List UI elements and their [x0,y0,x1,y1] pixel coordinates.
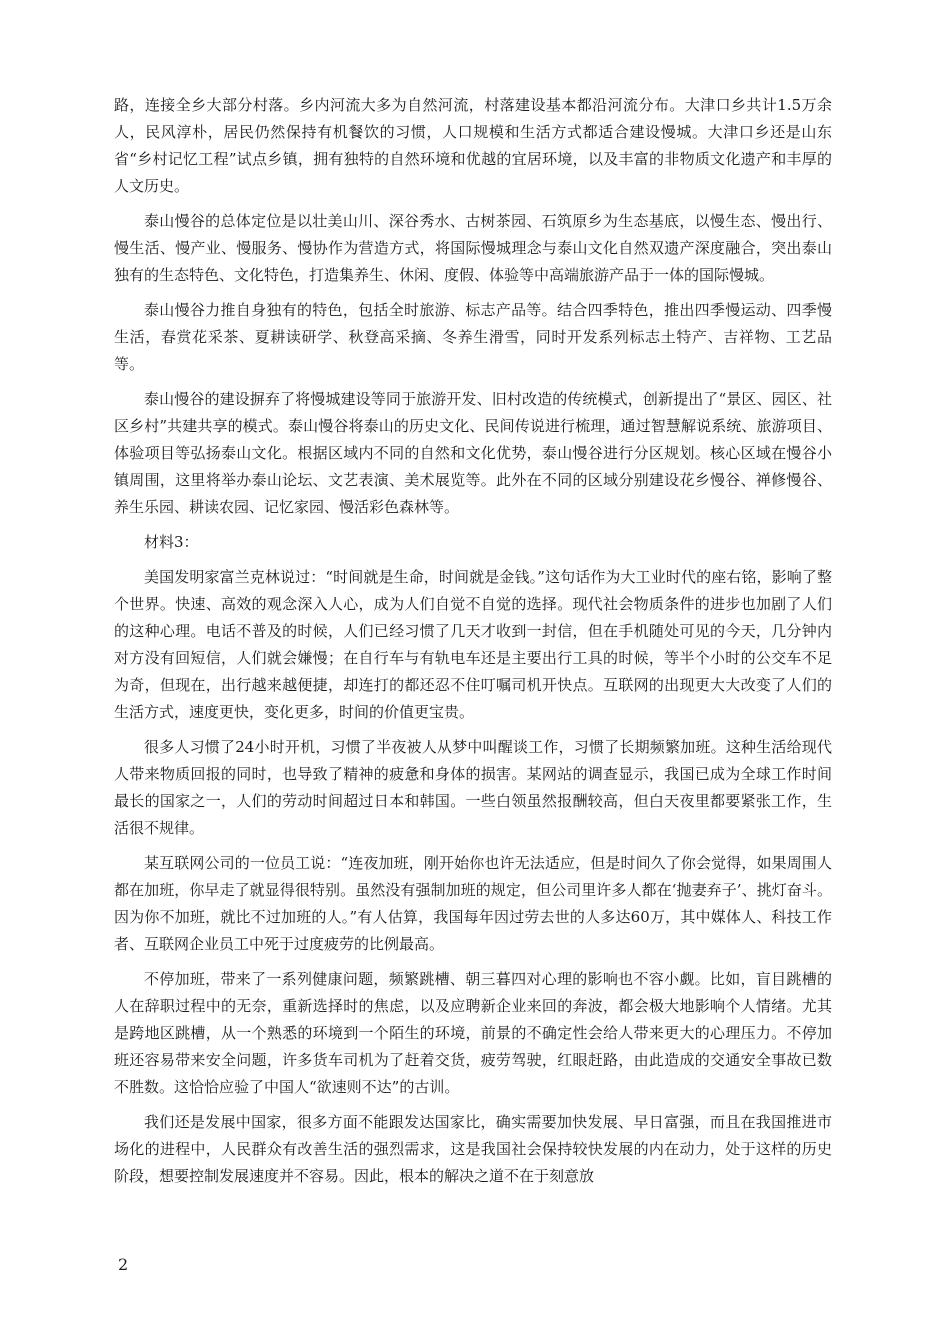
paragraph-health-problems: 不停加班，带来了一系列健康问题，频繁跳槽、朝三暮四对心理的影响也不容小觑。比如，盲目跳槽的人在辞职过程中的无奈，重新选择时的焦虑，以及应聘新企业来回的奔波，都会极大地影响个人情绪。尤其是跨地区跳槽，从一个熟悉的环境到一个陌生的环境，前景的不确定性会给人带来更大的心理压力。不停加班还容易带来安全问题，许多货车司机为了赶着交货，疲劳驾驶，红眼赶路，由此造成的交通安全事故已数不胜数。这恰恰应验了中国人“欲速则不达”的古训。 [114,970,832,1096]
paragraph-franklin: 美国发明家富兰克林说过：“时间就是生命，时间就是金钱。”这句话作为大工业时代的座右铭，影响了整个世界。快速、高效的观念深入人心，成为人们自觉不自觉的选择。现代社会物质条件的进步也加剧了人们的这种心理。电话不普及的时候，人们已经习惯了几天才收到一封信，但在手机随处可见的今天，几分钟内对方没有回短信，人们就会嫌慢；在自行车与有轨电车还是主要出行工具的时候，等半个小时的公交车不足为奇，但现在，出行越来越便捷，却连打的都还忍不住叮嘱司机开快点。互联网的出现更大大改变了人们的生活方式，速度更快，变化更多，时间的价值更宝贵。 [114,568,832,721]
body-text [114,92,832,1190]
paragraph-features: 泰山慢谷力推自身独有的特色，包括全时旅游、标志产品等。结合四季特色，推出四季慢运动、四季慢生活，春赏花采茶、夏耕读研学、秋登高采摘、冬养生滑雪，同时开发系列标志土特产、吉祥物、工艺品等。 [114,301,832,373]
paragraph-dajinkou-intro: 路，连接全乡大部分村落。乡内河流大多为自然河流，村落建设基本都沿河流分布。大津口乡共计1.5万余人，民风淳朴，居民仍然保持有机餐饮的习惯，人口规模和生活方式都适合建设慢城。大津口乡还是山东省“乡村记忆工程”试点乡镇，拥有独特的自然环境和优越的宜居环境，以及丰富的非物质文化遗产和丰厚的人文历史。 [114,96,832,195]
paragraph-overwork: 很多人习惯了24小时开机，习惯了半夜被人从梦中叫醒谈工作，习惯了长期频繁加班。这种生活给现代人带来物质回报的同时，也导致了精神的疲惫和身体的损害。某网站的调查显示，我国已成为全球工作时间最长的国家之一，人们的劳动时间超过日本和韩国。一些白领虽然报酬较高，但白天夜里都要紧张工作，生活很不规律。 [114,738,832,837]
page-number: 2 [118,1255,129,1274]
paragraph-positioning: 泰山慢谷的总体定位是以壮美山川、深谷秀水、古树茶园、石筑原乡为生态基底，以慢生态、慢出行、慢生活、慢产业、慢服务、慢协作为营造方式，将国际慢城理念与泰山文化自然双遗产深度融合，突出泰山独有的生态特色、文化特色，打造集养生、休闲、度假、体验等中高端旅游产品于一体的国际慢城。 [114,212,832,284]
paragraph-construction-model: 泰山慢谷的建设摒弃了将慢城建设等同于旅游开发、旧村改造的传统模式，创新提出了“景区、园区、社区乡村”共建共享的模式。泰山慢谷将泰山的历史文化、民间传说进行梳理，通过智慧解说系统、旅游项目、体验项目等弘扬泰山文化。根据区域内不同的自然和文化优势，泰山慢谷进行分区规划。核心区域在慢谷小镇周围，这里将举办泰山论坛、文艺表演、美术展览等。此外在不同的区域分别建设花乡慢谷、禅修慢谷、养生乐园、耕读农园、记忆家园、慢活彩色森林等。 [114,390,832,516]
paragraph-developing-country: 我们还是发展中国家，很多方面不能跟发达国家比，确实需要加快发展、早日富强，而且在我国推进市场化的进程中，人民群众有改善生活的强烈需求，这是我国社会保持较快发展的内在动力，处于这样的历史阶段，想要控制发展速度并不容易。因此，根本的解决之道不在于刻意放 [114,1113,832,1185]
paragraph-employee-quote: 某互联网公司的一位员工说：“连夜加班，刚开始你也许无法适应，但是时间久了你会觉得，如果周围人都在加班，你早走了就显得很特别。虽然没有强制加班的规定，但公司里许多人都在‘抛妻弃子’、挑灯奋斗。因为你不加班，就比不过加班的人。”有人估算，我国每年因过劳去世的人多达60万，其中媒体人、科技工作者、互联网企业员工中死于过度疲劳的比例最高。 [114,854,832,953]
material-3-label: 材料3： [144,533,199,551]
